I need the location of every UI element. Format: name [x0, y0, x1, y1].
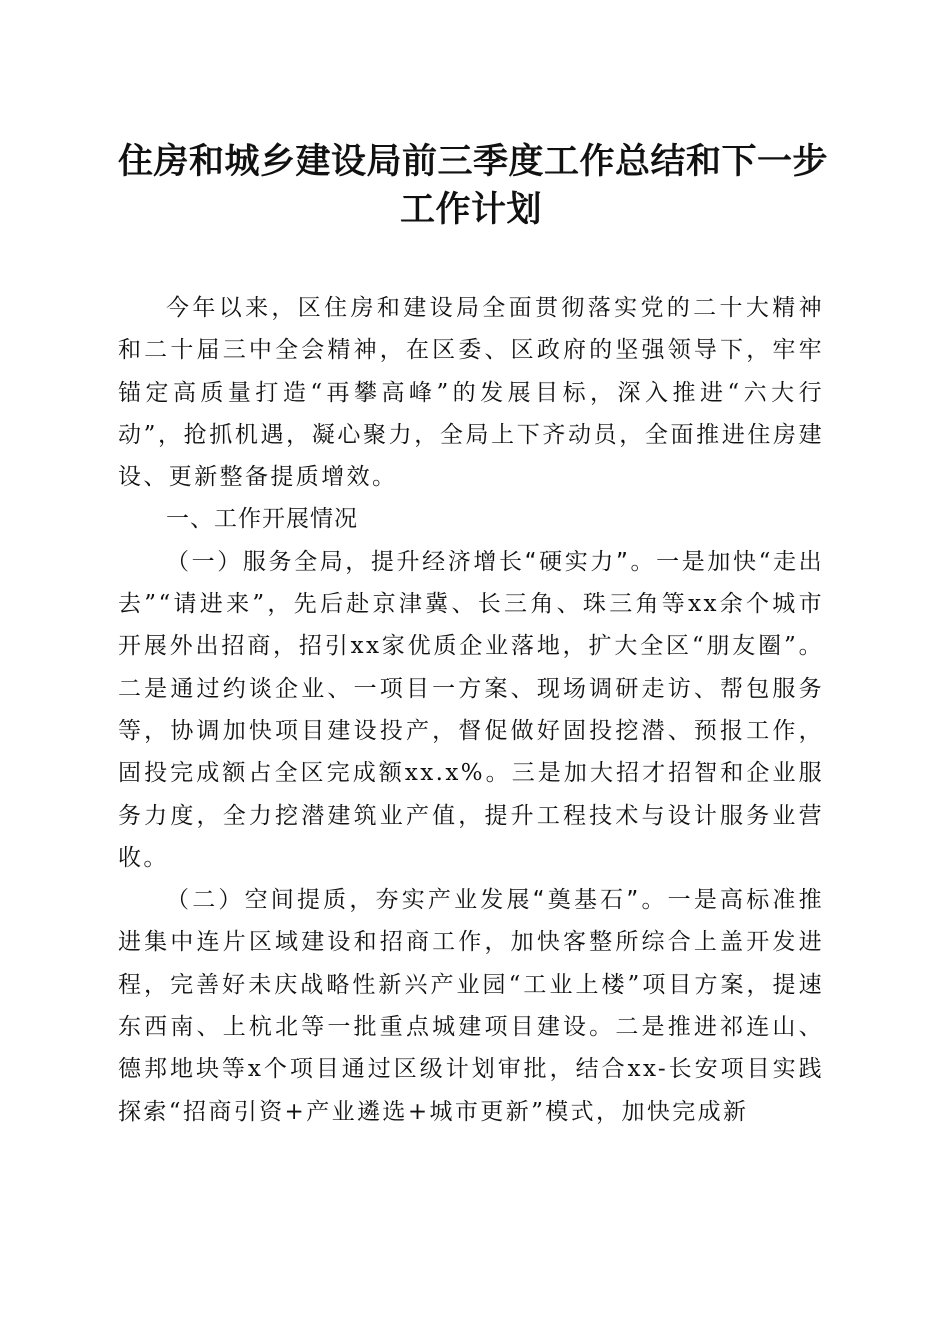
- subsection-1-title: （一）服务全局，提升经济增长“硬实力”。: [166, 548, 657, 575]
- title-line-1: 住房和城乡建设局前三季度工作总结和下一步: [118, 141, 829, 182]
- subsection-2-paragraph: [118, 879, 824, 1133]
- subsection-1-paragraph: [118, 541, 824, 879]
- document-title: [118, 138, 829, 234]
- subsection-1-text: 一是加快“走出去”“请进来”，先后赴京津冀、长三角、珠三角等xx余个城市开展外出招商，招引xx家优质企业落地，扩大全区“朋友圈”。二是通过约谈企业、一项目一方案、现场调研走访、帮包服务等，协调加快项目建设投产，督促做好固投挖潜、预报工作，固投完成额占全区完成额xx.x%。三是加大招才招智和企业服务力度，全力挖潜建筑业产值，提升工程技术与设计服务业营收。: [118, 548, 824, 871]
- subsection-2-text: 一是高标准推进集中连片区域建设和招商工作，加快客整所综合上盖开发进程，完善好未庆战略性新兴产业园“工业上楼”项目方案，提速东西南、上杭北等一批重点城建项目建设。二是推进祁连山、德邦地块等x个项目通过区级计划审批，结合xx-长安项目实践探索“招商引资+产业遴选+城市更新”模式，加快完成新: [118, 887, 824, 1125]
- intro-paragraph: 今年以来，区住房和建设局全面贯彻落实党的二十大精神和二十届三中全会精神，在区委、区政府的坚强领导下，牢牢锚定高质量打造“再攀高峰”的发展目标，深入推进“六大行动”，抢抓机遇，凝心聚力，全局上下齐动员，全面推进住房建设、更新整备提质增效。: [118, 295, 824, 491]
- section-heading-1: 一、工作开展情况: [166, 506, 358, 533]
- title-line-2: 工作计划: [399, 189, 542, 230]
- document-body: [118, 287, 824, 1133]
- document-page: [118, 0, 829, 1344]
- subsection-2-title: （二）空间提质，夯实产业发展“奠基石”。: [166, 887, 668, 914]
